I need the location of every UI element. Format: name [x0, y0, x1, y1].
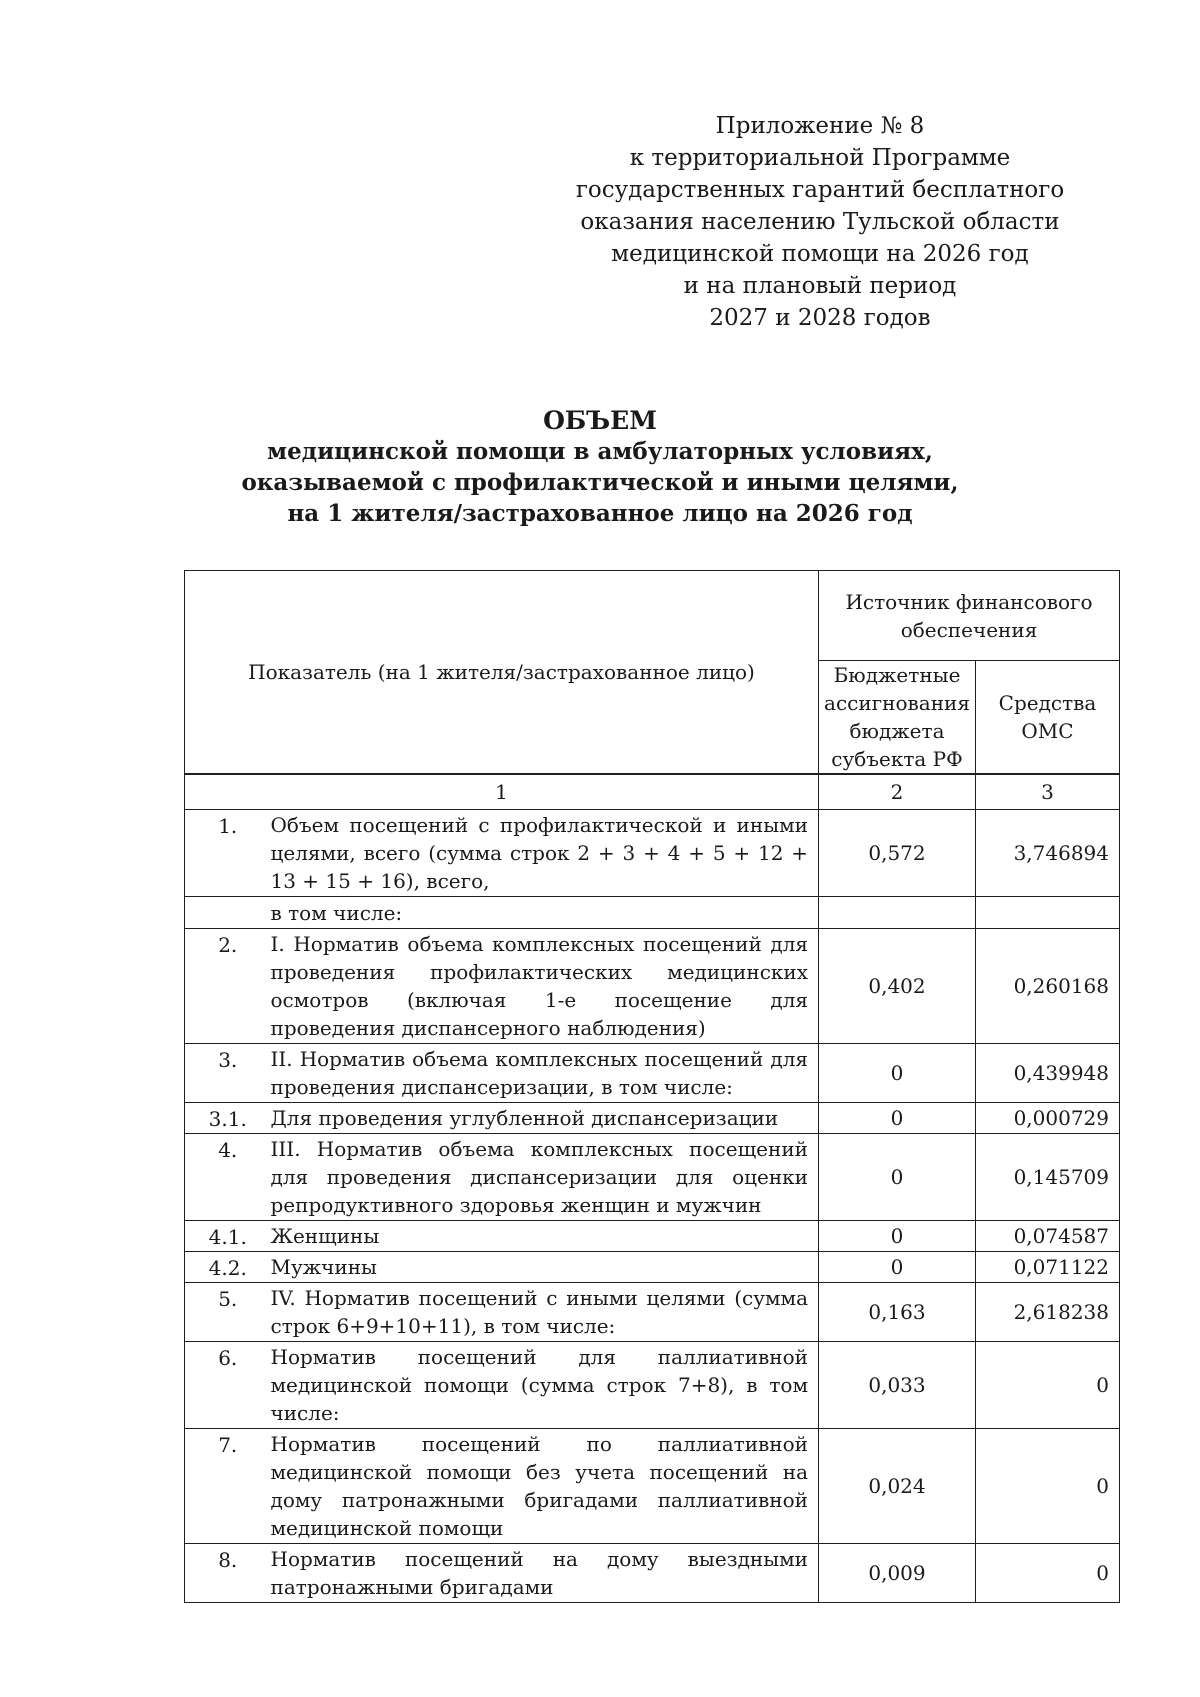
- row-budget-value: 0: [819, 1044, 976, 1103]
- row-text: I. Норматив объема комплексных посещений для проведения профилактических медицинских осмотров (включая 1-е посещение для проведения диспансерного наблюдения): [271, 929, 819, 1044]
- column-number-row: [185, 775, 1120, 810]
- row-number: 1.: [185, 810, 271, 897]
- row-oms-value: 2,618238: [976, 1283, 1120, 1342]
- appendix-line: оказания населению Тульской области: [580, 209, 1060, 235]
- appendix-line: и на плановый период: [683, 273, 957, 299]
- column-number: 1: [185, 775, 819, 810]
- table-row: [185, 1252, 1120, 1283]
- row-budget-value: 0,402: [819, 929, 976, 1044]
- table-row: [185, 1221, 1120, 1252]
- row-text: IV. Норматив посещений с иными целями (сумма строк 6+9+10+11), в том числе:: [271, 1283, 819, 1342]
- header-budget: Бюджетные ассигнования бюджета субъекта РФ: [819, 661, 976, 774]
- row-budget-value: 0: [819, 1134, 976, 1221]
- row-text: Норматив посещений на дому выездными патронажными бригадами: [271, 1544, 819, 1603]
- title-line: на 1 жителя/застрахованное лицо на 2026 год: [287, 500, 913, 527]
- row-budget-value: 0: [819, 1103, 976, 1134]
- column-number: 3: [976, 775, 1120, 810]
- table-row: [185, 1044, 1120, 1103]
- column-number: 2: [819, 775, 976, 810]
- table-row: [185, 929, 1120, 1044]
- row-text: III. Норматив объема комплексных посещений для проведения диспансеризации для оценки репродуктивного здоровья женщин и мужчин: [271, 1134, 819, 1221]
- row-text: Норматив посещений по паллиативной медицинской помощи без учета посещений на дому патронажными бригадами паллиативной медицинской помощи: [271, 1429, 819, 1544]
- row-number: 5.: [185, 1283, 271, 1342]
- row-number: 4.1.: [185, 1221, 271, 1252]
- row-number: 6.: [185, 1342, 271, 1429]
- row-number: 2.: [185, 929, 271, 1044]
- row-text: Мужчины: [271, 1252, 819, 1283]
- row-oms-value: 0,074587: [976, 1221, 1120, 1252]
- row-budget-value: 0,009: [819, 1544, 976, 1603]
- table-row: [185, 1429, 1120, 1544]
- table-row: [185, 897, 1120, 929]
- table-row: [185, 810, 1120, 897]
- row-budget-value: [819, 897, 976, 929]
- row-text: Для проведения углубленной диспансеризации: [271, 1103, 819, 1134]
- row-number: 4.: [185, 1134, 271, 1221]
- appendix-line: Приложение № 8: [715, 113, 925, 139]
- title-line: ОБЪЕМ: [543, 406, 657, 435]
- row-oms-value: 3,746894: [976, 810, 1120, 897]
- title-line: медицинской помощи в амбулаторных условиях,: [267, 438, 933, 465]
- row-number: 3.: [185, 1044, 271, 1103]
- row-number: [185, 897, 271, 929]
- table-row: [185, 1103, 1120, 1134]
- appendix-line: к территориальной Программе: [629, 145, 1011, 171]
- row-text: Объем посещений с профилактической и иными целями, всего (сумма строк 2 + 3 + 4 + 5 + 12 + 13 + 15 + 16), всего,: [271, 810, 819, 897]
- row-number: 4.2.: [185, 1252, 271, 1283]
- row-number: 3.1.: [185, 1103, 271, 1134]
- row-oms-value: [976, 897, 1120, 929]
- row-oms-value: 0: [976, 1544, 1120, 1603]
- row-budget-value: 0: [819, 1252, 976, 1283]
- row-budget-value: 0,024: [819, 1429, 976, 1544]
- table-header: [184, 570, 1120, 774]
- row-oms-value: 0: [976, 1429, 1120, 1544]
- document-title: [150, 405, 1050, 529]
- row-oms-value: 0,260168: [976, 929, 1120, 1044]
- header-indicator: Показатель (на 1 жителя/застрахованное лицо): [185, 571, 819, 774]
- row-text: II. Норматив объема комплексных посещений для проведения диспансеризации, в том числе:: [271, 1044, 819, 1103]
- table-row: [185, 1134, 1120, 1221]
- row-number: 7.: [185, 1429, 271, 1544]
- row-number: 8.: [185, 1544, 271, 1603]
- row-text: Женщины: [271, 1221, 819, 1252]
- row-text: Норматив посещений для паллиативной медицинской помощи (сумма строк 7+8), в том числе:: [271, 1342, 819, 1429]
- appendix-line: медицинской помощи на 2026 год: [611, 241, 1029, 267]
- appendix-line: 2027 и 2028 годов: [709, 305, 931, 331]
- row-oms-value: 0,071122: [976, 1252, 1120, 1283]
- title-line: оказываемой с профилактической и иными целями,: [241, 469, 959, 496]
- appendix-header: [560, 110, 1080, 334]
- header-source: Источник финансового обеспечения: [819, 571, 1120, 661]
- row-text: в том числе:: [271, 897, 819, 929]
- row-budget-value: 0,163: [819, 1283, 976, 1342]
- row-budget-value: 0,033: [819, 1342, 976, 1429]
- row-oms-value: 0,439948: [976, 1044, 1120, 1103]
- row-budget-value: 0,572: [819, 810, 976, 897]
- row-budget-value: 0: [819, 1221, 976, 1252]
- row-oms-value: 0,145709: [976, 1134, 1120, 1221]
- appendix-line: государственных гарантий бесплатного: [575, 177, 1065, 203]
- row-oms-value: 0: [976, 1342, 1120, 1429]
- table-row: [185, 1283, 1120, 1342]
- row-oms-value: 0,000729: [976, 1103, 1120, 1134]
- header-oms: Средства ОМС: [976, 661, 1120, 774]
- table-row: [185, 1544, 1120, 1603]
- data-table: [184, 774, 1120, 1603]
- table-row: [185, 1342, 1120, 1429]
